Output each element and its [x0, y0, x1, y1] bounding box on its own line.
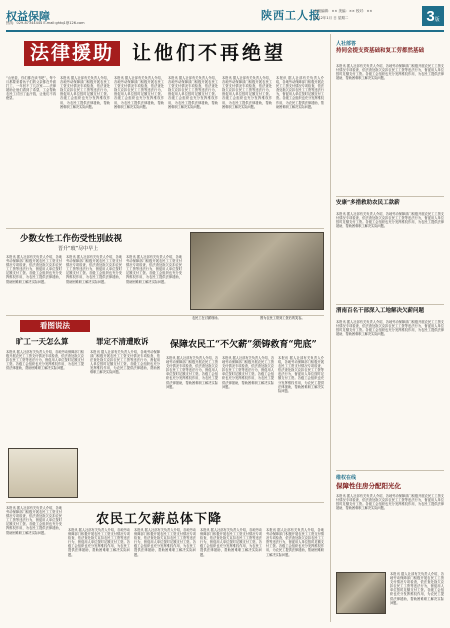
cartoon-a-text: 本报讯 据人社部有关负责人介绍，各地劳动保障部门积极开展农民工工资支付情况专项检查，依法查处拖欠克扣农民工工资等违法行为，督促用人单位按时足额支付工资。各级工会组织也充分发挥维权作用，为农民工提供法律援助，帮助困难职工解决实际问题。 [6, 350, 84, 371]
lead-article-col-5: 本报讯 据人社部有关负责人介绍，各地劳动保障部门积极开展农民工工资支付情况专项检查，依法查处拖欠克扣农民工工资等违法行为，督促用人单位按时足额支付工资。各级工会组织也充分发挥维权作用，为农民工提供法律援助，帮助困难职工解决实际问题。 [222, 76, 272, 109]
wage-left-col: 本报讯 据人社部有关负责人介绍，各地劳动保障部门积极开展农民工工资支付情况专项检查，依法查处拖欠克扣农民工工资等违法行为，督促用人单位按时足额支付工资。各级工会组织也充分发挥维权作用，为农民工提供法律援助，帮助困难职工解决实际问题。 [6, 506, 62, 535]
section-name: 权益保障 [6, 11, 50, 23]
lead-article-col-4: 本报讯 据人社部有关负责人介绍，各地劳动保障部门积极开展农民工工资支付情况专项检查，依法查处拖欠克扣农民工工资等违法行为，督促用人单位按时足额支付工资。各级工会组织也充分发挥维权作用，为农民工提供法律援助，帮助困难职工解决实际问题。 [168, 76, 218, 109]
sidebar-text-2: 本报讯 据人社部有关负责人介绍，各地劳动保障部门积极开展农民工工资支付情况专项检查，依法查处拖欠克扣农民工工资等违法行为，督促用人单位按时足额支付工资。各级工会组织也充分发挥维权作用，为农民工提供法律援助，帮助困难职工解决实际问题。 [336, 212, 444, 229]
teacher-col-3: 本报讯 据人社部有关负责人介绍，各地劳动保障部门积极开展农民工工资支付情况专项检查，依法查处拖欠克扣农民工工资等违法行为，督促用人单位按时足额支付工资。各级工会组织也充分发挥维权作用，为农民工提供法律援助，帮助困难职工解决实际问题。 [126, 255, 182, 284]
page-number-badge [422, 6, 444, 26]
header-date: 2012年1月 日 星期二 [314, 16, 349, 20]
lead-article-col-2: 本报讯 据人社部有关负责人介绍，各地劳动保障部门积极开展农民工工资支付情况专项检查，依法查处拖欠克扣农民工工资等违法行为，督促用人单位按时足额支付工资。各级工会组织也充分发挥维权作用，为农民工提供法律援助，帮助困难职工解决实际问题。 [60, 76, 110, 109]
page-header [6, 6, 444, 28]
header-info-right: 本版编辑：×× 美编：×× 校对：×× [314, 9, 373, 13]
teacher-subhead: 晋升“玻”尽中早上 [58, 246, 99, 252]
wage-col-1: 本报讯 据人社部有关负责人介绍，各地劳动保障部门积极开展农民工工资支付情况专项检查，依法查处拖欠克扣农民工工资等违法行为，督促用人单位按时足额支付工资。各级工会组织也充分发挥维权作用，为农民工提供法律援助，帮助困难职工解决实际问题。 [68, 528, 130, 557]
teacher-headline: 少数女性工作伤受性别歧视 [20, 234, 123, 244]
wage-headline: 农民工欠薪总体下降 [96, 512, 223, 527]
sidebar-divider-3 [336, 470, 444, 471]
banner-title-rest: 让他们不再绝望 [132, 42, 287, 64]
photo-caption-1: 农民工在讨薪现场。 [192, 316, 221, 320]
page-suffix: 版 [434, 17, 440, 23]
insure-col-3: 本报讯 据人社部有关负责人介绍，各地劳动保障部门积极开展农民工工资支付情况专项检查，依法查处拖欠克扣农民工工资等违法行为，督促用人单位按时足额支付工资。各级工会组织也充分发挥维权作用，为农民工提供法律援助，帮助困难职工解决实际问题。 [278, 356, 324, 393]
wage-col-4: 本报讯 据人社部有关负责人介绍，各地劳动保障部门积极开展农民工工资支付情况专项检查，依法查处拖欠克扣农民工工资等违法行为，督促用人单位按时足额支付工资。各级工会组织也充分发挥维权作用，为农民工提供法律援助，帮助困难职工解决实际问题。 [266, 528, 324, 557]
sidebar-label-1: 人社部答 [336, 41, 357, 47]
sidebar-headline-2: 安康“多措救助农民工款薪 [336, 200, 400, 206]
insure-col-1: 本报讯 据人社部有关负责人介绍，各地劳动保障部门积极开展农民工工资支付情况专项检查，依法查处拖欠克扣农民工工资等违法行为，督促用人单位按时足额支付工资。各级工会组织也充分发挥维权作用，为农民工提供法律援助，帮助困难职工解决实际问题。 [166, 356, 218, 389]
teacher-col-1: 本报讯 据人社部有关负责人介绍，各地劳动保障部门积极开展农民工工资支付情况专项检查，依法查处拖欠克扣农民工工资等违法行为，督促用人单位按时足额支付工资。各级工会组织也充分发挥维权作用，为农民工提供法律援助，帮助困难职工解决实际问题。 [6, 255, 62, 284]
wage-col-3: 本报讯 据人社部有关负责人介绍，各地劳动保障部门积极开展农民工工资支付情况专项检查，依法查处拖欠克扣农民工工资等违法行为，督促用人单位按时足额支付工资。各级工会组织也充分发挥维权作用，为农民工提供法律援助，帮助困难职工解决实际问题。 [200, 528, 262, 557]
wage-col-2: 本报讯 据人社部有关负责人介绍，各地劳动保障部门积极开展农民工工资支付情况专项检查，依法查处拖欠克扣农民工工资等违法行为，督促用人单位按时足额支付工资。各级工会组织也充分发挥维权作用，为农民工提供法律援助，帮助困难职工解决实际问题。 [134, 528, 196, 557]
sidebar-headline-1: 持同会提支资基础和复工劳都然基础 [336, 48, 425, 54]
header-info-left: 热线：029-87344444 E-mail:ghtq1@126.com [6, 21, 85, 25]
sidebar-headline-3: 渭南百名干部深入工地解决欠薪问题 [336, 308, 425, 314]
sidebar-text-3: 本报讯 据人社部有关负责人介绍，各地劳动保障部门积极开展农民工工资支付情况专项检查，依法查处拖欠克扣农民工工资等违法行为，督促用人单位按时足额支付工资。各级工会组织也充分发挥维权作用，为农民工提供法律援助，帮助困难职工解决实际问题。 [336, 320, 444, 337]
lead-article-col-1: “山里娃，你们都在读书吧”。每个月都要来看孩子们的父亲都在外面打工，一年回不了几次家……法律援助让他们看到了希望，工会帮助农民工讨回了血汗钱，让他们不再绝望。 [6, 76, 56, 101]
sidebar-text-5: 本报讯 据人社部有关负责人介绍，各地劳动保障部门积极开展农民工工资支付情况专项检查，依法查处拖欠克扣农民工工资等违法行为，督促用人单位按时足额支付工资。各级工会组织也充分发挥维权作用，为农民工提供法律援助，帮助困难职工解决实际问题。 [390, 572, 444, 605]
column-label: 看图说法 [20, 320, 90, 332]
divider-3 [6, 502, 324, 503]
divider-1 [6, 228, 324, 229]
sidebar-headline-4: 保障性住房分配阳光化 [336, 482, 401, 490]
cartoon-b-title: 罪定不清遭败诉 [96, 337, 149, 346]
sidebar-text-4: 本报讯 据人社部有关负责人介绍，各地劳动保障部门积极开展农民工工资支付情况专项检查，依法查处拖欠克扣农民工工资等违法行为，督促用人单位按时足额支付工资。各级工会组织也充分发挥维权作用，为农民工提供法律援助，帮助困难职工解决实际问题。 [336, 494, 444, 511]
sidebar-divider-2 [336, 304, 444, 305]
page-number: 3 [426, 8, 435, 25]
sidebar-text-1: 本报讯 据人社部有关负责人介绍，各地劳动保障部门积极开展农民工工资支付情况专项检查，依法查处拖欠克扣农民工工资等违法行为，督促用人单位按时足额支付工资。各级工会组织也充分发挥维权作用，为农民工提供法律援助，帮助困难职工解决实际问题。 [336, 64, 444, 81]
cartoon-b-text: 本报讯 据人社部有关负责人介绍，各地劳动保障部门积极开展农民工工资支付情况专项检查，依法查处拖欠克扣农民工工资等违法行为，督促用人单位按时足额支付工资。各级工会组织也充分发挥维权作用，为农民工提供法律援助，帮助困难职工解决实际问题。 [90, 350, 160, 375]
insure-col-2: 本报讯 据人社部有关负责人介绍，各地劳动保障部门积极开展农民工工资支付情况专项检查，依法查处拖欠克扣农民工工资等违法行为，督促用人单位按时足额支付工资。各级工会组织也充分发挥维权作用，为农民工提供法律援助，帮助困难职工解决实际问题。 [222, 356, 274, 389]
cartoon-image [8, 448, 78, 498]
news-photo-1 [190, 232, 324, 310]
cartoon-a-title: 旷工一天怎么算 [16, 337, 69, 346]
sidebar-label-2: 维权在线 [336, 475, 357, 481]
sidebar-divider-1 [336, 196, 444, 197]
lead-article-col-6: 本报讯 据人社部有关负责人介绍，各地劳动保障部门积极开展农民工工资支付情况专项检查，依法查处拖欠克扣农民工工资等违法行为，督促用人单位按时足额支付工资。各级工会组织也充分发挥维权作用，为农民工提供法律援助，帮助困难职工解决实际问题。 [276, 76, 324, 109]
header-rule [6, 30, 444, 32]
lead-article-col-3: 本报讯 据人社部有关负责人介绍，各地劳动保障部门积极开展农民工工资支付情况专项检查，依法查处拖欠克扣农民工工资等违法行为，督促用人单位按时足额支付工资。各级工会组织也充分发挥维权作用，为农民工提供法律援助，帮助困难职工解决实际问题。 [114, 76, 164, 109]
masthead-logo: 陕西工人报 [261, 9, 321, 22]
photo-caption-2: 图为农民工领到工资后的笑容。 [260, 316, 305, 320]
insure-headline: 保障农民工“不欠薪”须铸救育“兜底” [170, 340, 317, 350]
banner-title-boxed: 法律援助 [24, 41, 120, 66]
sidebar-photo [336, 572, 386, 614]
teacher-col-2: 本报讯 据人社部有关负责人介绍，各地劳动保障部门积极开展农民工工资支付情况专项检查，依法查处拖欠克扣农民工工资等违法行为，督促用人单位按时足额支付工资。各级工会组织也充分发挥维权作用，为农民工提供法律援助，帮助困难职工解决实际问题。 [66, 255, 122, 284]
sidebar-divider [330, 34, 331, 622]
main-banner [6, 38, 324, 70]
